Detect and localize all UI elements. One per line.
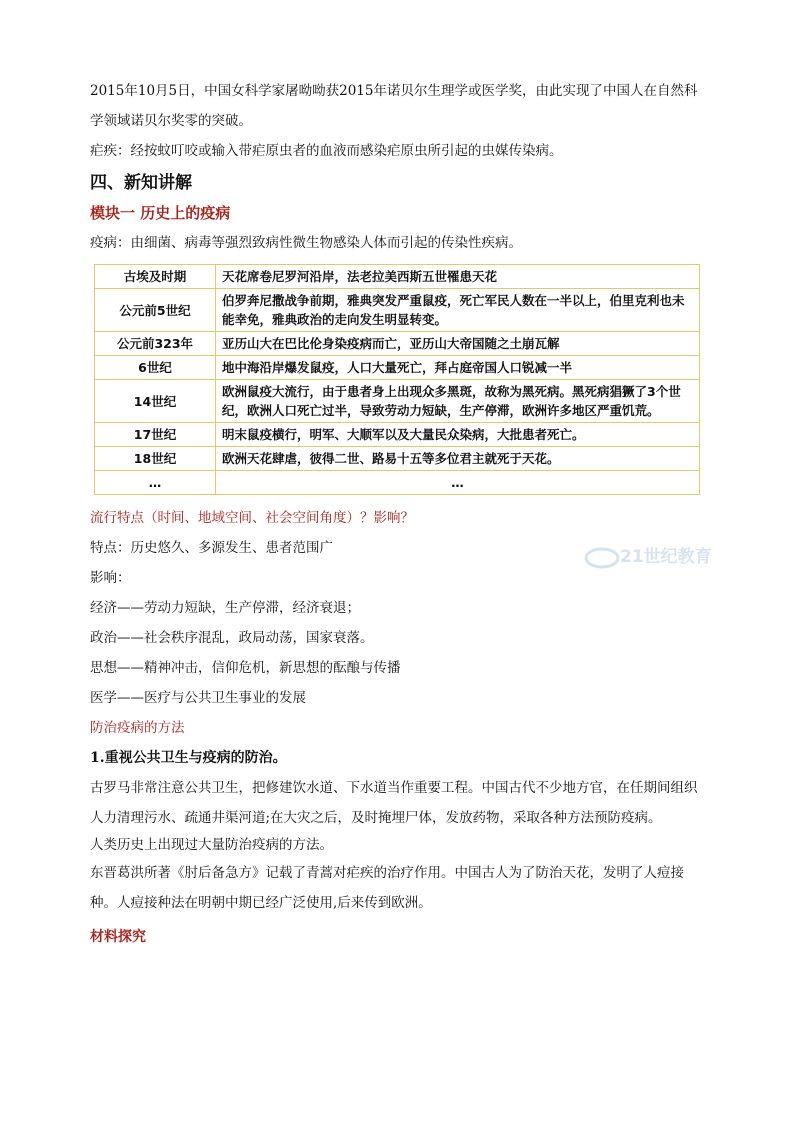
history-table-row [95,380,700,423]
event-cell: 欧洲天花肆虐，彼得二世、路易十五等多位君主就死于天花。 [216,447,700,471]
era-cell: 14世纪 [95,380,216,423]
impact-politics: 政治——社会秩序混乱，政局动荡，国家衰落。 [90,630,374,646]
history-table-row [95,356,700,380]
impact-thought: 思想——精神冲击，信仰危机，新思想的酝酿与传播 [90,660,401,676]
event-cell: 天花席卷尼罗河沿岸，法老拉美西斯五世罹患天花 [216,265,700,289]
era-cell: 公元前323年 [95,332,216,356]
history-table-row [95,423,700,447]
era-cell: 17世纪 [95,423,216,447]
event-cell: 地中海沿岸爆发鼠疫，人口大量死亡，拜占庭帝国人口锐减一半 [216,356,700,380]
event-cell: 欧洲鼠疫大流行，由于患者身上出现众多黑斑，故称为黑死病。黑死病猖獗了3个世纪，欧洲人口死亡过半，导致劳动力短缺，生产停滞，欧洲许多地区严重饥荒。 [216,380,700,423]
era-cell: 6世纪 [95,356,216,380]
module-title: 模块一 历史上的疫病 [90,204,231,222]
impact-label: 影响： [90,570,131,586]
intro-paragraph-malaria: 疟疾：经按蚊叮咬或输入带疟原虫者的血液而感染疟原虫所引起的虫媒传染病。 [90,143,563,159]
material-title: 材料探究 [90,929,146,945]
intro-paragraph-nobel: 2015年10月5日，中国女科学家屠呦呦获2015年诺贝尔生理学或医学奖，由此实现了中国人在自然科学领域诺贝尔奖零的突破。 [90,83,698,129]
history-table-row [95,447,700,471]
features-line: 特点：历史悠久、多源发生、患者范围广 [90,540,333,556]
analysis-question: 流行特点（时间、地域空间、社会空间角度）？影响？ [90,510,414,526]
event-cell: 亚历山大在巴比伦身染疫病而亡，亚历山大帝国随之土崩瓦解 [216,332,700,356]
impact-economy: 经济——劳动力短缺，生产停滞，经济衰退； [90,600,360,616]
plague-definition: 疫病：由细菌、病毒等强烈致病性微生物感染人体而引起的传染性疾病。 [90,235,522,251]
era-cell: … [95,471,216,495]
watermark-text: 21世纪教育 [620,547,712,567]
section-title: 四、新知讲解 [90,173,192,193]
history-table-row [95,332,700,356]
prevention-paragraph-ge-hong: 东晋葛洪所著《肘后备急方》记载了青蒿对疟疾的治疗作用。中国古人为了防治天花，发明了人痘接种。人痘接种法在明朝中期已经广泛使用,后来传到欧洲。 [90,865,684,911]
event-cell: … [216,471,700,495]
history-table-row [95,471,700,495]
prevention-paragraph-methods: 人类历史上出现过大量防治疫病的方法。 [90,837,333,853]
prevention-title: 防治疫病的方法 [90,720,185,736]
history-table-body [95,265,700,495]
era-cell: 公元前5世纪 [95,289,216,332]
prevention-paragraph-public-health: 古罗马非常注意公共卫生，把修建饮水道、下水道当作重要工程。中国古代不少地方官，在任期间组织人力清理污水、疏通井渠河道;在大灾之后，及时掩埋尸体，发放药物，采取各种方法预防疫病。 [90,780,698,826]
history-table-row [95,289,700,332]
history-plague-table [94,264,700,495]
impact-medicine: 医学——医疗与公共卫生事业的发展 [90,690,306,706]
history-table-row [95,265,700,289]
event-cell: 明末鼠疫横行，明军、大顺军以及大量民众染病，大批患者死亡。 [216,423,700,447]
era-cell: 18世纪 [95,447,216,471]
document-page [90,76,710,952]
prevention-subtitle: 1.重视公共卫生与疫病的防治。 [90,750,287,766]
event-cell: 伯罗奔尼撒战争前期，雅典突发严重鼠疫，死亡军民人数在一半以上，伯里克利也未能幸免，雅典政治的走向发生明显转变。 [216,289,700,332]
era-cell: 古埃及时期 [95,265,216,289]
